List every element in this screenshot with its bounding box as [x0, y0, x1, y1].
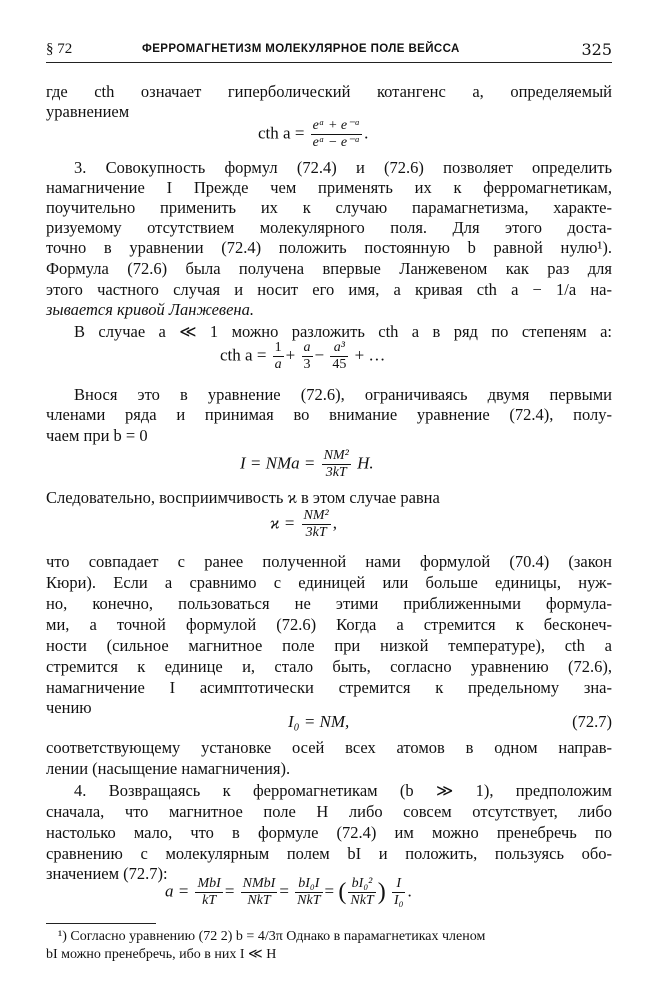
text-line: поучительно применить их к случаю парамагнетизма, характе-: [46, 198, 612, 217]
text-line: зывается кривой Ланжевена.: [46, 300, 254, 319]
fraction: [302, 340, 313, 373]
numerator: 1: [274, 340, 282, 355]
denominator: 3: [303, 357, 311, 372]
footnote-line: bI можно пренебречь, ибо в них I ≪ H: [46, 947, 277, 962]
section-number: § 72: [46, 41, 73, 57]
fraction: [322, 448, 351, 481]
text-line: но, конечно, пользоваться не этими приближенными формула-: [46, 594, 612, 613]
equation-lhs: a =: [165, 881, 190, 901]
running-title: ФЕРРОМАГНЕТИЗМ МОЛЕКУЛЯРНОЕ ПОЛЕ ВЕЙССА: [142, 43, 460, 55]
text-line: намагничение I Прежде чем применять их к ферромагнетикам,: [46, 178, 612, 197]
numerator: a: [303, 340, 311, 355]
fraction: [311, 118, 362, 151]
text-line: намагничение I асимптотически стремится к предельному зна-: [46, 678, 612, 697]
numerator: bI₀²: [348, 876, 375, 893]
text-line: ми, а точной формулой (72.6) Когда a стремится к бесконеч-: [46, 615, 612, 634]
running-header: [46, 38, 612, 60]
denominator: NkT: [350, 893, 374, 908]
text-line: ризуемому отсутствием молекулярного поля. Для этого доста-: [46, 218, 612, 237]
text-line: настолько мало, что в формуле (72.4) им можно пренебречь по: [46, 823, 612, 842]
text-line: В случае a ≪ 1 можно разложить cth a в ряд по степеням a:: [74, 322, 612, 341]
equation-tail: ,: [332, 513, 337, 533]
page-number: 325: [581, 40, 612, 59]
fraction: [302, 508, 331, 541]
numerator: MbI: [197, 876, 221, 891]
fraction: [330, 340, 348, 373]
equation-susceptibility: [270, 508, 337, 541]
text-line: чению: [46, 698, 92, 717]
equation-lhs: I = NMa =: [240, 453, 316, 473]
denominator: NkT: [247, 893, 271, 908]
footnote-rule: [46, 923, 156, 924]
text-line: Формула (72.6) была получена впервые Ланжевеном как раз для: [46, 259, 612, 278]
text-line: сначала, что магнитное поле H либо совсем отсутствует, либо: [46, 802, 612, 821]
denominator: a: [274, 357, 282, 372]
text-line: сравнению с молекулярным полем bI и положить, пользуясь обо-: [46, 844, 612, 863]
text-line: 4. Возвращаясь к ферромагнетикам (b ≫ 1), предположим: [74, 781, 612, 800]
equation-cth-series: cth a = $\frac{1}{a}$ + $\frac{a}{3}$ − $\frac{\text{a³}}{45}$ + …: [220, 340, 386, 372]
denominator: eᵃ − e⁻ᵃ: [312, 135, 361, 150]
equation-magnetization: [240, 448, 374, 481]
fraction: [241, 876, 278, 909]
denominator: I₀: [393, 893, 404, 908]
footnote-line: ¹) Согласно уравнению (72 2) b = 4/3π Однако в парамагнетиках членом: [58, 929, 486, 944]
fraction: [295, 876, 322, 909]
equation-tail: H.: [357, 453, 374, 473]
text-line: чаем при b = 0: [46, 426, 148, 445]
text-line: Кюри). Если a сравнимо с единицей или больше единицы, нуж-: [46, 573, 612, 592]
text-line: что совпадает с ранее полученной нами формулой (70.4) (закон: [46, 552, 612, 571]
numerator: bI₀I: [295, 876, 322, 893]
fraction: [348, 876, 375, 909]
numerator: NMbI: [242, 876, 276, 891]
fraction: [392, 876, 406, 909]
denominator: NkT: [297, 893, 321, 908]
equation-lhs: ϰ =: [270, 513, 296, 533]
denominator: 3kT: [325, 465, 347, 480]
fraction: [273, 340, 284, 373]
denominator: kT: [202, 893, 217, 908]
equation-saturation: I₀ = NM,: [288, 712, 350, 731]
text-line: ности (сильное магнитное поле при низкой температуре), cth a: [46, 636, 612, 655]
text-line: точно в уравнении (72.4) положить постоянную b равной нулю¹).: [46, 238, 612, 257]
equation-a-relation: a = $\frac{\text{MbI}}{kT}$ = $\frac{\text{NMbI}}{\text{NkT}}$ = $\frac{\text{bI₀I}}{\text{NkT}}$ = ( $\frac{\text{bI₀²}}{\text{NkT}}$ ) $\frac{I}{\text{I₀}}$ .: [165, 876, 412, 908]
numerator: a³: [330, 340, 348, 357]
numerator: NM²: [323, 448, 349, 463]
text-line: 3. Совокупность формул (72.4) и (72.6) позволяет определить: [74, 158, 612, 177]
denominator: 45: [332, 357, 347, 372]
numerator: NM²: [303, 508, 329, 523]
text-line: стремится к единице и, стало быть, согласно уравнению (72.6),: [46, 657, 612, 676]
text-line: соответствующему установке осей всех атомов в одном направ-: [46, 738, 612, 757]
text-line: этого частного случая и носит его имя, а кривая cth a − 1/a на-: [46, 280, 612, 299]
numerator: I: [392, 876, 406, 893]
denominator: 3kT: [305, 525, 327, 540]
text-line: Внося это в уравнение (72.6), ограничиваясь двумя первыми: [74, 385, 612, 404]
text-line: Следовательно, восприимчивость ϰ в этом случае равна: [46, 488, 440, 507]
equation-number: (72.7): [572, 712, 612, 731]
series-tail: + …: [354, 345, 386, 365]
header-rule: [46, 62, 612, 63]
text-line: уравнением: [46, 102, 130, 121]
equation-cth-definition: cth a = $\frac{\text{eᵃ + e⁻ᵃ}}{\text{eᵃ − e⁻ᵃ}}$ .: [258, 118, 369, 150]
text-line: лении (насыщение намагничения).: [46, 759, 291, 778]
text-line: значением (72.7):: [46, 864, 168, 883]
equation-lhs: cth a =: [258, 123, 305, 143]
equation-lhs: cth a =: [220, 345, 267, 365]
fraction: [195, 876, 222, 909]
text-line: членами ряда и принимая во внимание уравнение (72.4), полу-: [46, 405, 612, 424]
numerator: eᵃ + e⁻ᵃ: [312, 118, 361, 133]
text-line: где cth означает гиперболический котангенс a, определяемый: [46, 82, 612, 101]
